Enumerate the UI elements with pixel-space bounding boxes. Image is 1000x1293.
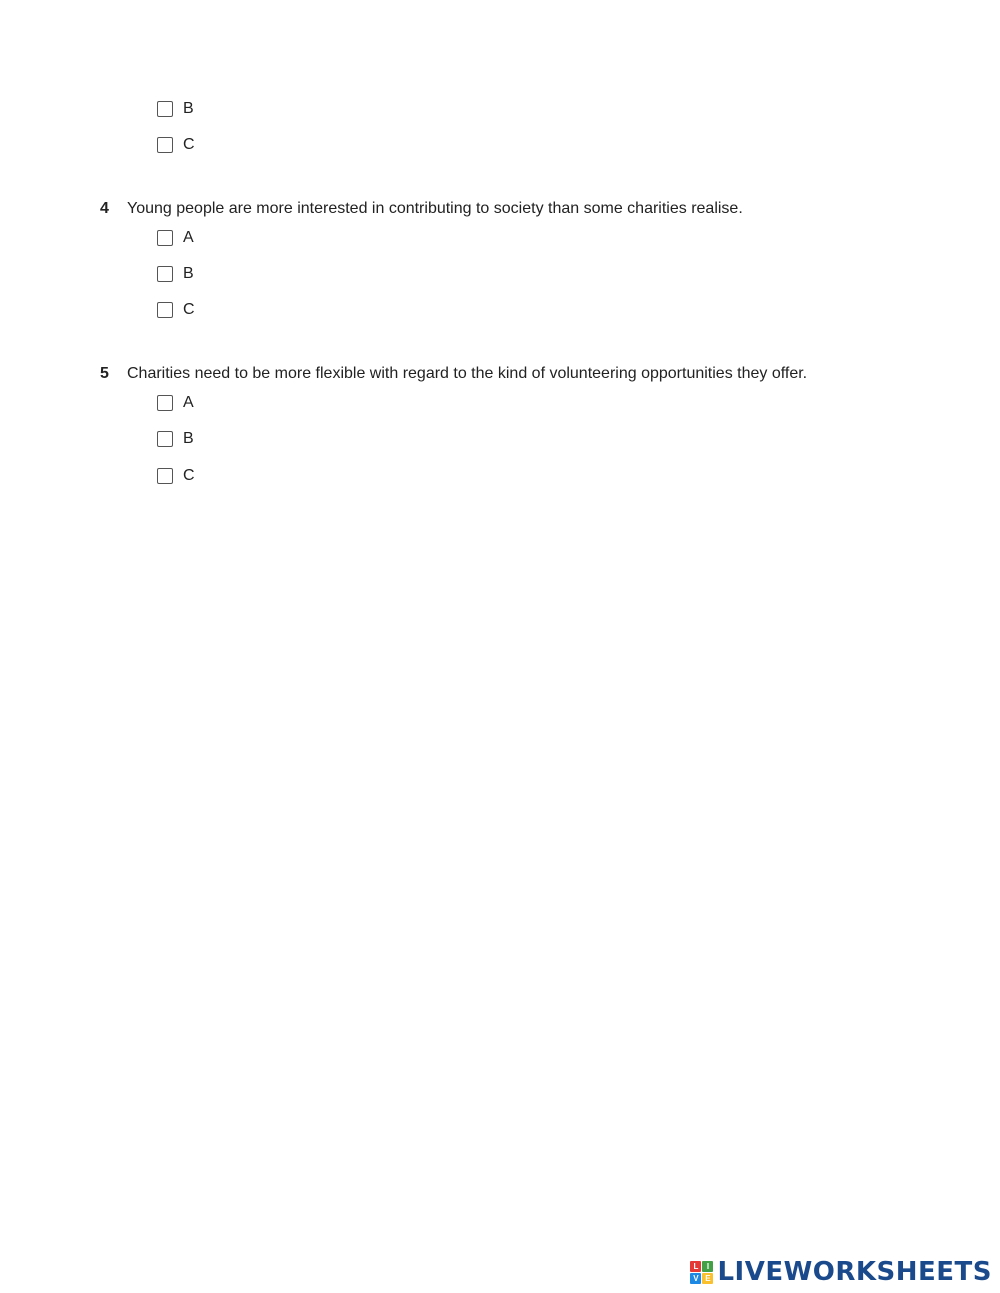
question-text: Charities need to be more flexible with regard to the kind of volunteering opportunities they offer. xyxy=(127,365,808,382)
option-label: B xyxy=(183,430,194,447)
q5-option-a[interactable] xyxy=(157,393,194,413)
q5-option-c[interactable] xyxy=(157,466,195,486)
logo-mark-letter: I xyxy=(702,1261,713,1272)
liveworksheets-logo xyxy=(690,1257,992,1287)
logo-mark-letter: L xyxy=(690,1261,701,1272)
checkbox[interactable] xyxy=(157,266,173,282)
option-label: A xyxy=(183,394,194,411)
checkbox[interactable] xyxy=(157,431,173,447)
checkbox[interactable] xyxy=(157,230,173,246)
logo-mark-letter: V xyxy=(690,1273,701,1284)
logo-mark-icon xyxy=(690,1261,713,1284)
q4-option-c[interactable] xyxy=(157,300,195,320)
q3-option-c[interactable] xyxy=(157,135,195,155)
q4-option-a[interactable] xyxy=(157,228,194,248)
question-number: 5 xyxy=(100,365,109,382)
question-4 xyxy=(100,198,743,220)
question-5 xyxy=(100,363,807,385)
option-label: A xyxy=(183,229,194,246)
option-label: C xyxy=(183,301,195,318)
checkbox[interactable] xyxy=(157,302,173,318)
option-label: C xyxy=(183,136,195,153)
checkbox[interactable] xyxy=(157,101,173,117)
q3-option-b[interactable] xyxy=(157,99,194,119)
logo-text: LIVEWORKSHEETS xyxy=(717,1257,992,1287)
q4-option-b[interactable] xyxy=(157,264,194,284)
logo-mark-letter: E xyxy=(702,1273,713,1284)
checkbox[interactable] xyxy=(157,137,173,153)
option-label: C xyxy=(183,467,195,484)
q5-option-b[interactable] xyxy=(157,429,194,449)
question-text: Young people are more interested in contributing to society than some charities realise. xyxy=(127,200,743,217)
option-label: B xyxy=(183,265,194,282)
question-number: 4 xyxy=(100,200,109,217)
option-label: B xyxy=(183,100,194,117)
checkbox[interactable] xyxy=(157,395,173,411)
checkbox[interactable] xyxy=(157,468,173,484)
